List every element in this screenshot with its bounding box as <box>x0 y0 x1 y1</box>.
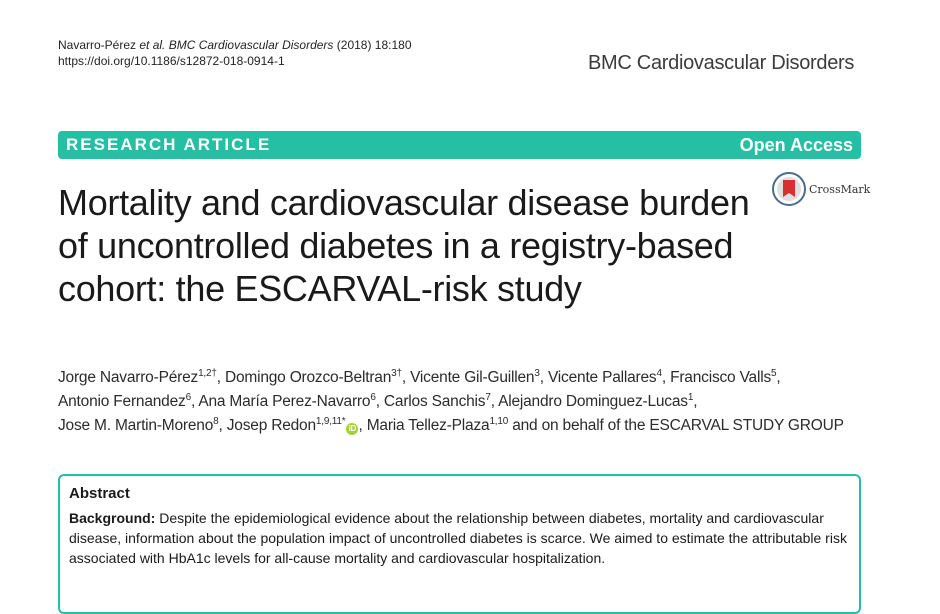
background-label: Background: <box>69 510 156 526</box>
author[interactable]: Vicente Gil-Guillen$^3$ <box>410 367 540 386</box>
crossmark-label: CrossMark <box>809 182 871 196</box>
abstract-background <box>69 508 849 568</box>
article-type: RESEARCH ARTICLE <box>66 135 272 154</box>
author[interactable]: Jorge Navarro-Pérez$^{1,2\dagger}$ <box>58 367 217 386</box>
journal-logo-text: BMC Cardiovascular Disorders <box>588 52 855 74</box>
background-text: Despite the epidemiological evidence about the relationship between diabetes, mortality and cardiovascular disease, information about the population impact of uncontrolled diabetes is scarce. We aimed to estimate the attributable risk associated with HbA1c levels for all-cause mortality and cardiovascular hospitalization. <box>69 510 847 566</box>
citation-et-al: et al. <box>139 38 166 52</box>
author[interactable]: Antonio Fernandez$^6$ <box>58 391 191 410</box>
doi-link[interactable]: https://doi.org/10.1186/s12872-018-0914-1 <box>58 54 285 68</box>
article-banner <box>58 131 861 159</box>
citation-authors: Navarro-Pérez <box>58 38 140 52</box>
article-title: Mortality and cardiovascular disease burden of uncontrolled diabetes in a registry-based cohort: the ESCARVAL-risk study <box>58 182 750 309</box>
citation-line <box>58 37 412 53</box>
author[interactable]: Francisco Valls$^5$ <box>670 367 777 386</box>
author[interactable]: Josep Redon$^{1,9,11*}$iD <box>227 417 359 434</box>
crossmark-icon <box>772 172 806 206</box>
citation-year-volume: (2018) 18:180 <box>333 38 412 52</box>
author[interactable]: Maria Tellez-Plaza$^{1,10}$ <box>366 415 509 434</box>
author-group: and on behalf of the ESCARVAL STUDY GROUP <box>512 417 844 434</box>
author-list: Jorge Navarro-Pérez$^{1,2\dagger}$, Domingo Orozco-Beltran$^{3\dagger}$, Vicente Gil-Guillen$^3$, Vicente Pallares$^4$, Francisco Valls$^5$, Antonio Fernandez$^6$, Ana María Perez-Navarro$^6$, Carlos Sanchis$^7$, Alejandro Dominguez-Lucas$^1$, Jose M. Martin-Moreno$^8$, Josep Redon$^{1,9,11*}$iD , Maria Tellez-Plaza$^{1,10}$ and on behalf of the ESCARVAL STUDY GROUP <box>58 367 844 434</box>
author[interactable]: Carlos Sanchis$^7$ <box>383 391 491 410</box>
abstract-box <box>58 474 861 614</box>
open-access-label: Open Access <box>739 134 853 155</box>
crossmark-button[interactable] <box>772 172 870 206</box>
author[interactable]: Vicente Pallares$^4$ <box>547 367 662 386</box>
abstract-heading: Abstract <box>69 485 130 502</box>
orcid-icon[interactable]: iD <box>346 423 358 435</box>
author[interactable]: Jose M. Martin-Moreno$^8$ <box>58 415 219 434</box>
author[interactable]: Alejandro Dominguez-Lucas$^1$ <box>498 391 694 410</box>
citation-header <box>58 37 412 69</box>
citation-journal: BMC Cardiovascular Disorders <box>168 38 334 52</box>
author[interactable]: Domingo Orozco-Beltran$^{3\dagger}$ <box>224 367 402 386</box>
author[interactable]: Ana María Perez-Navarro$^6$ <box>198 391 376 410</box>
